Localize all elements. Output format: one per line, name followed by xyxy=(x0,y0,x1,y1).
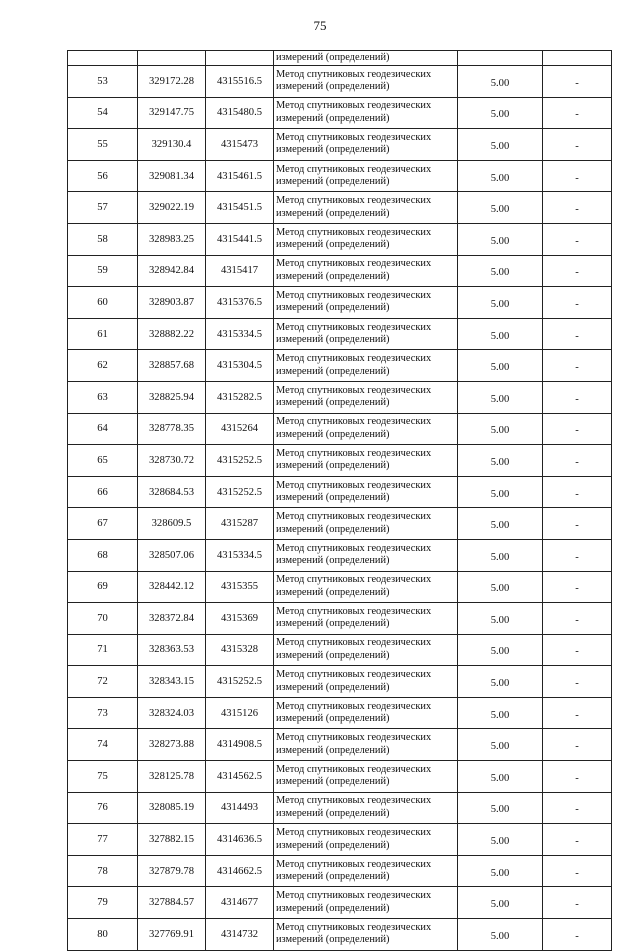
cell-num: 77 xyxy=(68,824,138,856)
cell-extra: - xyxy=(543,445,612,477)
table-row xyxy=(68,445,612,477)
method-line: Метод спутниковых геодезических xyxy=(276,195,432,207)
table-row xyxy=(68,97,612,129)
method-line: измерений (определений) xyxy=(276,51,390,63)
cell-y: 4315304.5 xyxy=(206,350,274,382)
cell-num: 67 xyxy=(68,508,138,540)
cell-method xyxy=(274,792,458,824)
page-number: 75 xyxy=(313,18,327,33)
cell-x: 328442.12 xyxy=(138,571,206,603)
table-row xyxy=(68,223,612,255)
cell-extra: - xyxy=(543,350,612,382)
cell-extra: - xyxy=(543,508,612,540)
cell-accuracy: 5.00 xyxy=(458,634,543,666)
cell-y: 4315334.5 xyxy=(206,318,274,350)
cell-x: 328372.84 xyxy=(138,603,206,635)
cell-y: 4315451.5 xyxy=(206,192,274,224)
cell-accuracy: 5.00 xyxy=(458,97,543,129)
table-row xyxy=(68,729,612,761)
cell-y: 4314636.5 xyxy=(206,824,274,856)
cell-extra: - xyxy=(543,223,612,255)
cell-method xyxy=(274,761,458,793)
coordinates-table xyxy=(67,50,612,951)
cell-accuracy: 5.00 xyxy=(458,887,543,919)
method-line: Метод спутниковых геодезических xyxy=(276,384,432,396)
method-line: измерений (определений) xyxy=(276,207,390,219)
cell-y: 4315417 xyxy=(206,255,274,287)
cell-method xyxy=(274,287,458,319)
cell-num: 76 xyxy=(68,792,138,824)
cell-method xyxy=(274,539,458,571)
cell-y: 4315355 xyxy=(206,571,274,603)
table-row xyxy=(68,192,612,224)
method-line: измерений (определений) xyxy=(276,744,390,756)
cell-accuracy: 5.00 xyxy=(458,855,543,887)
cell-method xyxy=(274,381,458,413)
cell-y: 4315287 xyxy=(206,508,274,540)
cell-x: 328903.87 xyxy=(138,287,206,319)
cell-y: 4314493 xyxy=(206,792,274,824)
cell-accuracy: 5.00 xyxy=(458,571,543,603)
cell-accuracy: 5.00 xyxy=(458,287,543,319)
cell-y: 4315334.5 xyxy=(206,539,274,571)
cell-accuracy: 5.00 xyxy=(458,761,543,793)
table-row xyxy=(68,476,612,508)
cell-y: 4315516.5 xyxy=(206,66,274,98)
cell-x: 329130.4 xyxy=(138,129,206,161)
method-line: измерений (определений) xyxy=(276,555,390,567)
cell-extra: - xyxy=(543,539,612,571)
cell-accuracy: 5.00 xyxy=(458,729,543,761)
table-row xyxy=(68,792,612,824)
cell-method xyxy=(274,318,458,350)
table-body xyxy=(68,51,612,951)
cell-y: 4315461.5 xyxy=(206,160,274,192)
method-line: измерений (определений) xyxy=(276,681,390,693)
cell-extra: - xyxy=(543,318,612,350)
cell-x: 328343.15 xyxy=(138,666,206,698)
method-line: Метод спутниковых геодезических xyxy=(276,353,432,365)
method-line: измерений (определений) xyxy=(276,365,390,377)
cell-method xyxy=(274,571,458,603)
cell-method xyxy=(274,729,458,761)
cell-accuracy: 5.00 xyxy=(458,476,543,508)
cell-extra: - xyxy=(543,887,612,919)
cell-y: 4314662.5 xyxy=(206,855,274,887)
cell-accuracy: 5.00 xyxy=(458,350,543,382)
table-row xyxy=(68,855,612,887)
method-line: измерений (определений) xyxy=(276,523,390,535)
cell-extra xyxy=(543,51,612,66)
cell-accuracy: 5.00 xyxy=(458,255,543,287)
cell-num: 62 xyxy=(68,350,138,382)
method-line: измерений (определений) xyxy=(276,713,390,725)
cell-accuracy: 5.00 xyxy=(458,66,543,98)
method-line: Метод спутниковых геодезических xyxy=(276,100,432,112)
method-line: Метод спутниковых геодезических xyxy=(276,763,432,775)
cell-x: 329172.28 xyxy=(138,66,206,98)
cell-method xyxy=(274,51,458,66)
cell-extra: - xyxy=(543,255,612,287)
cell-x: 328085.19 xyxy=(138,792,206,824)
method-line: измерений (определений) xyxy=(276,871,390,883)
cell-y: 4315473 xyxy=(206,129,274,161)
cell-accuracy: 5.00 xyxy=(458,381,543,413)
cell-num: 73 xyxy=(68,697,138,729)
method-line: Метод спутниковых геодезических xyxy=(276,542,432,554)
cell-num: 70 xyxy=(68,603,138,635)
cell-extra: - xyxy=(543,571,612,603)
method-line: измерений (определений) xyxy=(276,176,390,188)
cell-y: 4315376.5 xyxy=(206,287,274,319)
cell-x: 328857.68 xyxy=(138,350,206,382)
cell-method xyxy=(274,666,458,698)
cell-method xyxy=(274,350,458,382)
cell-x: 327769.91 xyxy=(138,919,206,951)
method-line: измерений (определений) xyxy=(276,302,390,314)
cell-num: 78 xyxy=(68,855,138,887)
method-line: Метод спутниковых геодезических xyxy=(276,605,432,617)
cell-accuracy: 5.00 xyxy=(458,697,543,729)
cell-accuracy: 5.00 xyxy=(458,508,543,540)
cell-accuracy: 5.00 xyxy=(458,792,543,824)
cell-num: 53 xyxy=(68,66,138,98)
cell-num: 79 xyxy=(68,887,138,919)
table-row xyxy=(68,287,612,319)
table-row xyxy=(68,350,612,382)
table-row xyxy=(68,160,612,192)
method-line: измерений (определений) xyxy=(276,81,390,93)
cell-extra: - xyxy=(543,919,612,951)
cell-accuracy: 5.00 xyxy=(458,160,543,192)
method-line: Метод спутниковых геодезических xyxy=(276,258,432,270)
method-line: измерений (определений) xyxy=(276,649,390,661)
method-line: Метод спутниковых геодезических xyxy=(276,795,432,807)
table-row xyxy=(68,129,612,161)
cell-method xyxy=(274,476,458,508)
cell-accuracy: 5.00 xyxy=(458,539,543,571)
cell-y: 4315328 xyxy=(206,634,274,666)
cell-extra: - xyxy=(543,129,612,161)
cell-y: 4315282.5 xyxy=(206,381,274,413)
method-line: измерений (определений) xyxy=(276,618,390,630)
cell-extra: - xyxy=(543,761,612,793)
table-row xyxy=(68,824,612,856)
cell-accuracy: 5.00 xyxy=(458,919,543,951)
cell-num: 58 xyxy=(68,223,138,255)
cell-method xyxy=(274,634,458,666)
cell-x: 329022.19 xyxy=(138,192,206,224)
method-line: Метод спутниковых геодезических xyxy=(276,637,432,649)
cell-y: 4314562.5 xyxy=(206,761,274,793)
cell-extra: - xyxy=(543,697,612,729)
cell-num: 59 xyxy=(68,255,138,287)
cell-extra: - xyxy=(543,413,612,445)
method-line: измерений (определений) xyxy=(276,586,390,598)
method-line: Метод спутниковых геодезических xyxy=(276,416,432,428)
cell-num: 80 xyxy=(68,919,138,951)
cell-x: 328778.35 xyxy=(138,413,206,445)
method-line: Метод спутниковых геодезических xyxy=(276,511,432,523)
cell-y: 4315252.5 xyxy=(206,445,274,477)
cell-num xyxy=(68,51,138,66)
method-line: Метод спутниковых геодезических xyxy=(276,321,432,333)
cell-method xyxy=(274,129,458,161)
method-line: измерений (определений) xyxy=(276,334,390,346)
cell-accuracy: 5.00 xyxy=(458,192,543,224)
method-line: Метод спутниковых геодезических xyxy=(276,669,432,681)
cell-x: 328983.25 xyxy=(138,223,206,255)
cell-accuracy: 5.00 xyxy=(458,318,543,350)
cell-x: 328507.06 xyxy=(138,539,206,571)
method-line: измерений (определений) xyxy=(276,902,390,914)
cell-method xyxy=(274,445,458,477)
cell-x: 328882.22 xyxy=(138,318,206,350)
cell-method xyxy=(274,160,458,192)
method-line: измерений (определений) xyxy=(276,239,390,251)
method-line: Метод спутниковых геодезических xyxy=(276,827,432,839)
cell-num: 60 xyxy=(68,287,138,319)
cell-method xyxy=(274,855,458,887)
cell-num: 69 xyxy=(68,571,138,603)
cell-extra: - xyxy=(543,66,612,98)
cell-method xyxy=(274,97,458,129)
method-line: измерений (определений) xyxy=(276,934,390,946)
cell-x: 327879.78 xyxy=(138,855,206,887)
cell-x: 329081.34 xyxy=(138,160,206,192)
table-row xyxy=(68,508,612,540)
method-line: измерений (определений) xyxy=(276,807,390,819)
cell-extra: - xyxy=(543,476,612,508)
table-row xyxy=(68,887,612,919)
cell-method xyxy=(274,824,458,856)
method-line: Метод спутниковых геодезических xyxy=(276,68,432,80)
cell-y: 4315252.5 xyxy=(206,666,274,698)
method-line: Метод спутниковых геодезических xyxy=(276,890,432,902)
cell-x: 328942.84 xyxy=(138,255,206,287)
cell-method xyxy=(274,66,458,98)
cell-num: 56 xyxy=(68,160,138,192)
table-row xyxy=(68,413,612,445)
cell-num: 71 xyxy=(68,634,138,666)
cell-num: 74 xyxy=(68,729,138,761)
table-row xyxy=(68,666,612,698)
method-line: измерений (определений) xyxy=(276,460,390,472)
cell-num: 68 xyxy=(68,539,138,571)
cell-accuracy: 5.00 xyxy=(458,824,543,856)
cell-x: 328684.53 xyxy=(138,476,206,508)
cell-method xyxy=(274,697,458,729)
cell-extra: - xyxy=(543,192,612,224)
cell-num: 72 xyxy=(68,666,138,698)
method-line: Метод спутниковых геодезических xyxy=(276,226,432,238)
cell-extra: - xyxy=(543,824,612,856)
cell-extra: - xyxy=(543,792,612,824)
method-line: Метод спутниковых геодезических xyxy=(276,163,432,175)
cell-num: 55 xyxy=(68,129,138,161)
cell-y: 4315252.5 xyxy=(206,476,274,508)
cell-extra: - xyxy=(543,729,612,761)
method-line: измерений (определений) xyxy=(276,397,390,409)
cell-y: 4315480.5 xyxy=(206,97,274,129)
cell-accuracy xyxy=(458,51,543,66)
table-row xyxy=(68,603,612,635)
cell-y: 4315126 xyxy=(206,697,274,729)
method-line: измерений (определений) xyxy=(276,492,390,504)
cell-x xyxy=(138,51,206,66)
cell-method xyxy=(274,255,458,287)
cell-extra: - xyxy=(543,160,612,192)
cell-method xyxy=(274,192,458,224)
method-line: измерений (определений) xyxy=(276,112,390,124)
cell-num: 61 xyxy=(68,318,138,350)
table-row-continuation xyxy=(68,51,612,66)
cell-accuracy: 5.00 xyxy=(458,223,543,255)
method-line: Метод спутниковых геодезических xyxy=(276,289,432,301)
cell-x: 328609.5 xyxy=(138,508,206,540)
cell-num: 54 xyxy=(68,97,138,129)
cell-y xyxy=(206,51,274,66)
method-line: Метод спутниковых геодезических xyxy=(276,574,432,586)
cell-extra: - xyxy=(543,287,612,319)
cell-y: 4315441.5 xyxy=(206,223,274,255)
method-line: измерений (определений) xyxy=(276,270,390,282)
cell-num: 66 xyxy=(68,476,138,508)
table-row xyxy=(68,66,612,98)
cell-x: 328730.72 xyxy=(138,445,206,477)
cell-extra: - xyxy=(543,97,612,129)
cell-y: 4314908.5 xyxy=(206,729,274,761)
cell-x: 328125.78 xyxy=(138,761,206,793)
cell-method xyxy=(274,919,458,951)
cell-x: 327882.15 xyxy=(138,824,206,856)
cell-y: 4314732 xyxy=(206,919,274,951)
cell-method xyxy=(274,223,458,255)
table-row xyxy=(68,255,612,287)
table-row xyxy=(68,634,612,666)
method-line: Метод спутниковых геодезических xyxy=(276,921,432,933)
cell-num: 57 xyxy=(68,192,138,224)
cell-x: 328273.88 xyxy=(138,729,206,761)
cell-accuracy: 5.00 xyxy=(458,603,543,635)
method-line: измерений (определений) xyxy=(276,776,390,788)
method-line: измерений (определений) xyxy=(276,428,390,440)
cell-x: 328324.03 xyxy=(138,697,206,729)
table-row xyxy=(68,571,612,603)
method-line: Метод спутниковых геодезических xyxy=(276,479,432,491)
cell-method xyxy=(274,603,458,635)
cell-num: 65 xyxy=(68,445,138,477)
cell-x: 328825.94 xyxy=(138,381,206,413)
cell-accuracy: 5.00 xyxy=(458,445,543,477)
cell-y: 4315264 xyxy=(206,413,274,445)
cell-x: 327884.57 xyxy=(138,887,206,919)
method-line: Метод спутниковых геодезических xyxy=(276,131,432,143)
method-line: измерений (определений) xyxy=(276,839,390,851)
table-row xyxy=(68,697,612,729)
table-row xyxy=(68,381,612,413)
table-row xyxy=(68,761,612,793)
method-line: Метод спутниковых геодезических xyxy=(276,447,432,459)
cell-accuracy: 5.00 xyxy=(458,666,543,698)
cell-num: 64 xyxy=(68,413,138,445)
cell-num: 63 xyxy=(68,381,138,413)
table-row xyxy=(68,318,612,350)
cell-extra: - xyxy=(543,855,612,887)
cell-num: 75 xyxy=(68,761,138,793)
cell-x: 329147.75 xyxy=(138,97,206,129)
cell-method xyxy=(274,413,458,445)
cell-accuracy: 5.00 xyxy=(458,129,543,161)
cell-method xyxy=(274,508,458,540)
cell-extra: - xyxy=(543,381,612,413)
table-row xyxy=(68,919,612,951)
method-line: Метод спутниковых геодезических xyxy=(276,732,432,744)
cell-extra: - xyxy=(543,666,612,698)
cell-y: 4315369 xyxy=(206,603,274,635)
cell-method xyxy=(274,887,458,919)
cell-extra: - xyxy=(543,603,612,635)
method-line: Метод спутниковых геодезических xyxy=(276,700,432,712)
cell-y: 4314677 xyxy=(206,887,274,919)
cell-extra: - xyxy=(543,634,612,666)
method-line: измерений (определений) xyxy=(276,144,390,156)
method-line: Метод спутниковых геодезических xyxy=(276,858,432,870)
table-row xyxy=(68,539,612,571)
cell-accuracy: 5.00 xyxy=(458,413,543,445)
cell-x: 328363.53 xyxy=(138,634,206,666)
